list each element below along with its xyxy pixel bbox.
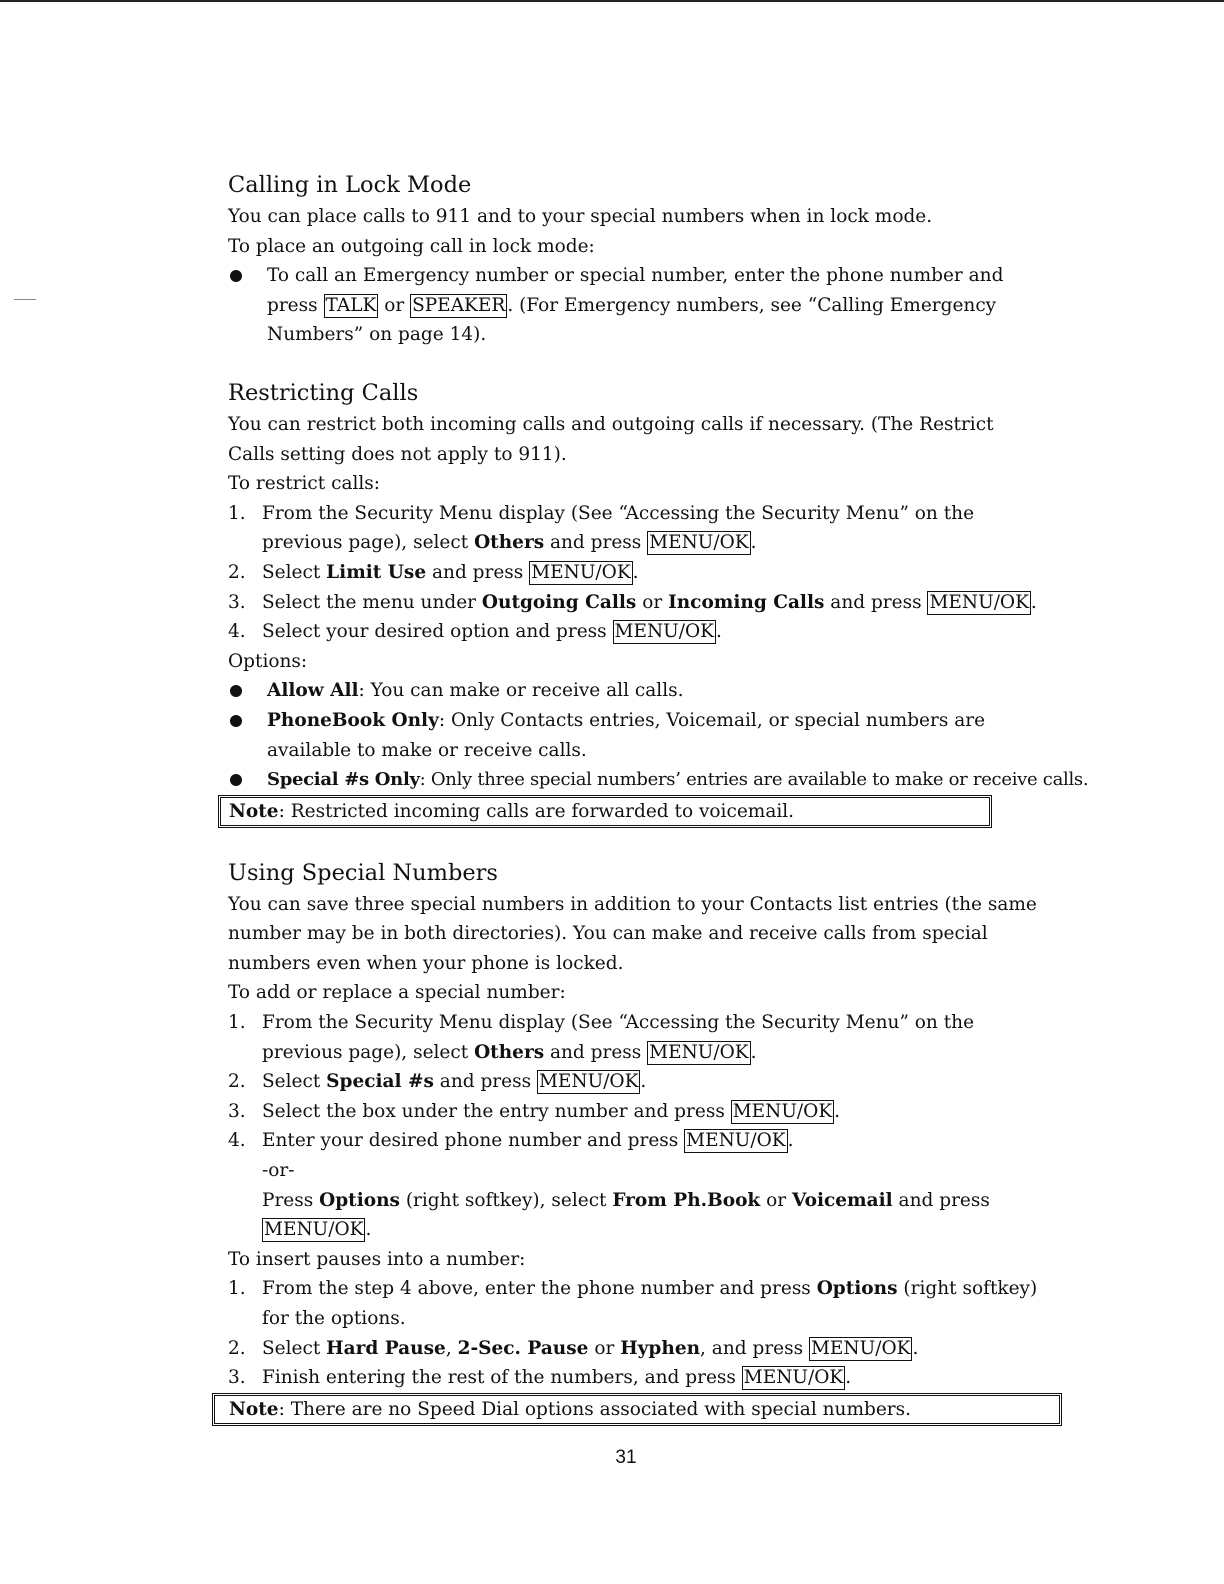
note-text: : There are no Speed Dial options associated with special numbers.	[278, 1398, 911, 1420]
step-number: 1.	[228, 1278, 246, 1300]
lead-text: To add or replace a special number:	[228, 982, 566, 1004]
text: and press	[544, 1041, 648, 1063]
step-number: 4.	[228, 621, 246, 643]
text: , and press	[700, 1337, 809, 1359]
text: .	[716, 621, 722, 643]
bullet-list	[228, 261, 1038, 350]
section-title: Using Special Numbers	[228, 859, 498, 886]
menu-ok-key: MENU/OK	[686, 1130, 786, 1152]
text: (right softkey), select	[399, 1189, 613, 1211]
margin-mark	[14, 299, 36, 300]
text: Enter your desired phone number and press	[262, 1130, 685, 1152]
lead-text: To insert pauses into a number:	[228, 1248, 526, 1270]
menu-ok-key: MENU/OK	[538, 1071, 639, 1093]
option-label: PhoneBook Only	[267, 709, 439, 731]
step-number: 3.	[228, 1367, 246, 1389]
list-item	[228, 1334, 1038, 1364]
step-number: 4.	[228, 1130, 246, 1152]
text: ,	[445, 1337, 458, 1359]
text: and press	[892, 1189, 990, 1211]
menu-ok-key: MENU/OK	[614, 621, 714, 643]
menu-option: Incoming Calls	[668, 591, 825, 613]
talk-key: TALK	[325, 294, 377, 316]
lead-text: To restrict calls:	[228, 473, 381, 495]
menu-option: Outgoing Calls	[481, 591, 637, 613]
menu-option: Hard Pause	[326, 1337, 446, 1359]
intro-text: You can restrict both incoming calls and outgoing calls if necessary. (The Restrict Calls setting does not apply to 911).	[228, 413, 994, 465]
menu-option: Options	[319, 1189, 400, 1211]
menu-ok-key: MENU/OK	[732, 1100, 833, 1122]
text: .	[834, 1100, 841, 1122]
list-item	[228, 499, 1038, 558]
menu-option: Options	[816, 1278, 898, 1300]
intro-text: You can place calls to 911 and to your special numbers when in lock mode.	[228, 206, 933, 227]
text: and press	[824, 591, 928, 613]
text: Select the menu under	[262, 591, 482, 613]
option-text: : Only three special numbers’ entries are available to make or receive calls.	[419, 769, 1089, 791]
list-item	[228, 1274, 1038, 1333]
list-item	[228, 1126, 1038, 1156]
step-number: 2.	[228, 561, 246, 583]
section-lock-mode	[228, 168, 1038, 350]
pause-steps-list	[228, 1274, 1038, 1392]
list-item	[228, 676, 1038, 706]
note-text: : Restricted incoming calls are forwarded to voicemail.	[278, 800, 795, 822]
text: .	[1030, 591, 1037, 613]
list-item	[228, 1363, 1038, 1393]
menu-option: Special #s	[326, 1071, 434, 1093]
text: and press	[544, 532, 648, 554]
note-box	[212, 1393, 1062, 1426]
steps-list	[228, 499, 1038, 647]
page-content	[228, 168, 1089, 1426]
text: Select	[262, 561, 327, 583]
menu-ok-key: MENU/OK	[649, 532, 749, 554]
text: or	[378, 294, 411, 316]
speaker-key: SPEAKER	[412, 294, 506, 316]
text: Finish entering the rest of the numbers, and press	[262, 1367, 742, 1389]
menu-option: 2-Sec. Pause	[457, 1337, 589, 1359]
step-number: 2.	[228, 1071, 246, 1093]
options-label: Options:	[228, 650, 308, 672]
section-title: Restricting Calls	[228, 379, 419, 406]
step-number: 1.	[228, 1012, 246, 1034]
text: .	[845, 1367, 852, 1389]
menu-option: Voicemail	[791, 1189, 893, 1211]
list-item	[228, 588, 1038, 618]
text: Press	[262, 1189, 320, 1211]
steps-list	[228, 1008, 1038, 1156]
menu-option: Others	[474, 1041, 545, 1063]
section-title: Calling in Lock Mode	[228, 172, 472, 198]
note-label: Note	[229, 1398, 279, 1420]
menu-option: Hyphen	[620, 1337, 701, 1359]
list-item	[228, 558, 1038, 588]
section-special-numbers	[228, 856, 1038, 1426]
list-item	[228, 1097, 1038, 1127]
text: From the Security Menu display (See “Accessing the Security Menu” on the previous page), select	[262, 502, 975, 554]
page-number: 31	[615, 1447, 637, 1468]
option-text: : Only Contacts entries, Voicemail, or special numbers are available to make or receive calls.	[267, 709, 986, 761]
list-item	[228, 261, 1038, 350]
list-item	[228, 1067, 1038, 1097]
menu-ok-key: MENU/OK	[264, 1219, 364, 1241]
step-number: 3.	[228, 591, 246, 613]
list-item	[228, 617, 1038, 647]
section-restricting-calls	[228, 376, 1089, 828]
text: or	[588, 1337, 621, 1359]
text: Select your desired option and press	[262, 621, 613, 643]
text: .	[365, 1219, 372, 1241]
option-label: Special #s Only	[267, 769, 420, 791]
menu-option: From Ph.Book	[612, 1189, 761, 1211]
options-list	[228, 676, 1089, 794]
menu-ok-key: MENU/OK	[743, 1367, 844, 1389]
text: . (For Emergency numbers, see “Calling Emergency Numbers” on page 14).	[267, 294, 997, 346]
list-item	[228, 765, 1089, 795]
text: .	[912, 1337, 919, 1359]
text: or	[760, 1189, 792, 1211]
lead-text: To place an outgoing call in lock mode:	[228, 235, 595, 257]
text: and press	[433, 1071, 537, 1093]
note-box	[218, 795, 992, 828]
note-label: Note	[229, 800, 279, 822]
text: .	[632, 561, 639, 583]
text: .	[750, 532, 757, 554]
option-text: : You can make or receive all calls.	[358, 680, 684, 702]
alternative-step	[228, 1186, 1038, 1245]
text: .	[640, 1071, 647, 1093]
text: Select	[262, 1337, 327, 1359]
top-rule	[0, 0, 1224, 2]
option-label: Allow All	[267, 680, 359, 702]
step-number: 1.	[228, 502, 246, 524]
text: .	[787, 1130, 794, 1152]
menu-ok-key: MENU/OK	[810, 1337, 911, 1359]
text: Select the box under the entry number and press	[262, 1100, 731, 1122]
menu-ok-key: MENU/OK	[531, 561, 631, 583]
text: From the step 4 above, enter the phone number and press	[262, 1278, 817, 1300]
list-item	[228, 706, 1038, 765]
step-number: 2.	[228, 1337, 246, 1359]
step-number: 3.	[228, 1100, 246, 1122]
intro-text: You can save three special numbers in addition to your Contacts list entries (the same number may be in both directories). You can make and receive calls from special numbers even when your phone is locked.	[228, 893, 1037, 974]
or-separator: -or-	[262, 1160, 295, 1182]
menu-ok-key: MENU/OK	[929, 591, 1029, 613]
text: or	[636, 591, 669, 613]
list-item	[228, 1008, 1038, 1067]
text: To call an Emergency number or special number, enter the phone number and press	[267, 265, 1004, 316]
text: Select	[262, 1071, 327, 1093]
text: From the Security Menu display (See “Accessing the Security Menu” on the previous page), select	[262, 1012, 975, 1063]
menu-option: Limit Use	[326, 561, 427, 583]
menu-ok-key: MENU/OK	[649, 1041, 749, 1063]
text: (right softkey) for the options.	[262, 1278, 1038, 1329]
menu-option: Others	[474, 532, 545, 554]
text: and press	[426, 561, 530, 583]
text: .	[750, 1041, 757, 1063]
